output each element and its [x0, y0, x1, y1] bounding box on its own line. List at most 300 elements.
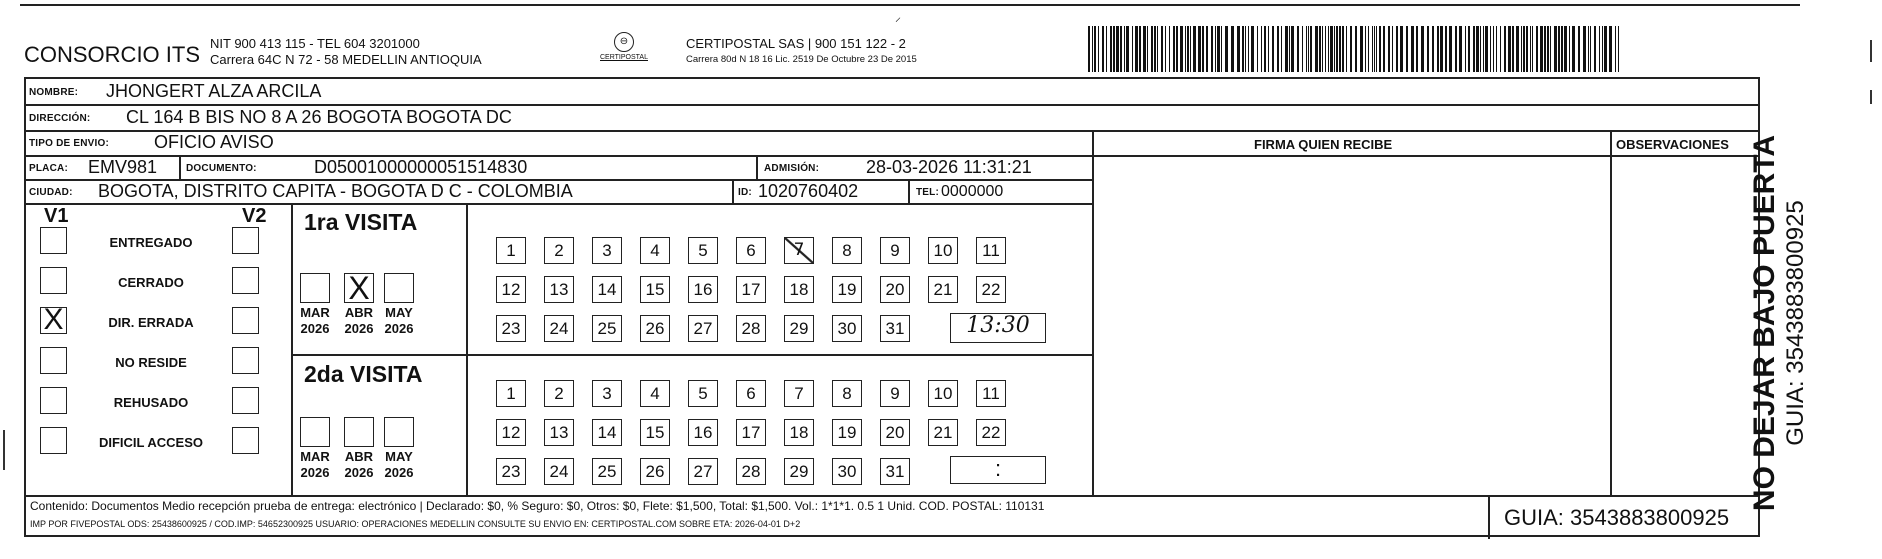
barcode-bar — [1120, 26, 1122, 72]
visit-divider — [291, 354, 1092, 356]
barcode-bar — [1157, 26, 1158, 72]
barcode-bar — [1268, 26, 1269, 72]
visit1-time[interactable]: 13:30 — [950, 313, 1046, 343]
barcode-bar — [1540, 26, 1543, 72]
barcode-bar — [1206, 26, 1208, 72]
v1-checkbox[interactable] — [40, 387, 67, 414]
month-checkbox[interactable] — [384, 273, 414, 303]
barcode-bar — [1599, 26, 1600, 72]
ciudad-label: CIUDAD: — [29, 187, 73, 198]
footer-divider — [26, 495, 1758, 497]
day-box[interactable]: 22 — [976, 276, 1006, 303]
day-box[interactable]: 28 — [736, 458, 766, 485]
v1-checkbox[interactable] — [40, 347, 67, 374]
row-divider — [26, 130, 1758, 132]
month-checkbox[interactable] — [300, 273, 330, 303]
day-box[interactable]: 10 — [928, 237, 958, 264]
barcode-bar — [1440, 26, 1443, 72]
barcode-bar — [1151, 26, 1153, 72]
barcode-bar — [1328, 26, 1329, 72]
day-box[interactable]: 5 — [688, 237, 718, 264]
barcode-bar — [1618, 26, 1619, 72]
edge-mark — [1870, 90, 1872, 104]
v2-checkbox[interactable] — [232, 427, 259, 454]
barcode-bar — [1459, 26, 1462, 72]
nombre-value: JHONGERT ALZA ARCILA — [106, 81, 322, 101]
visit1-title: 1ra VISITA — [304, 209, 418, 235]
barcode-bar — [1165, 26, 1166, 72]
day-box[interactable]: 2 — [544, 237, 574, 264]
month-year: 2026 — [300, 321, 330, 336]
barcode-bar — [1483, 26, 1484, 72]
day-box[interactable]: 11 — [976, 237, 1006, 264]
barcode-bar — [1508, 26, 1511, 72]
barcode-bar — [1476, 26, 1479, 72]
barcode-bar — [1190, 26, 1191, 72]
side-warning: NO DEJAR BAJO PUERTA — [1748, 134, 1781, 512]
barcode-bar — [1406, 26, 1408, 72]
barcode-bar — [1116, 26, 1119, 72]
day-box[interactable]: 21 — [928, 276, 958, 303]
day-box[interactable]: 30 — [832, 315, 862, 342]
barcode-bar — [1421, 26, 1424, 72]
barcode-bar — [1523, 26, 1525, 72]
documento-value: D05001000000051514830 — [314, 157, 528, 177]
day-box[interactable]: 20 — [880, 419, 910, 446]
barcode-bar — [1536, 26, 1538, 72]
status-option-label: NO RESIDE — [115, 355, 187, 370]
month-label — [339, 305, 379, 337]
barcode-bar — [1526, 26, 1528, 72]
col-divider — [291, 203, 293, 495]
barcode-bar — [1221, 26, 1222, 72]
day-box[interactable]: 13 — [544, 419, 574, 446]
barcode-bar — [1512, 26, 1514, 72]
status-option-label: CERRADO — [118, 275, 184, 290]
v2-checkbox[interactable] — [232, 267, 259, 294]
visit2-time[interactable]: : — [950, 456, 1046, 484]
barcode-bar — [1530, 26, 1531, 72]
v1-header: V1 — [44, 205, 69, 227]
barcode-bar — [1092, 26, 1093, 72]
nombre-label: NOMBRE: — [29, 87, 79, 98]
day-box[interactable]: 27 — [688, 315, 718, 342]
barcode-bar — [1383, 26, 1385, 72]
barcode-bar — [1310, 26, 1312, 72]
day-box[interactable]: 19 — [832, 419, 862, 446]
col-divider — [466, 203, 468, 495]
nit-line: NIT 900 413 115 - TEL 604 3201000 — [210, 36, 420, 51]
barcode-bar — [1480, 26, 1481, 72]
v1-checkbox[interactable] — [40, 227, 67, 254]
day-box[interactable]: 2 — [544, 380, 574, 407]
day-box[interactable]: 14 — [592, 419, 622, 446]
barcode-bar — [1126, 26, 1129, 72]
footer-contents: Contenido: Documentos Medio recepción prueba de entrega: electrónico | Declarado: $0, % Seguro: $0, Otros: $0, Flete: $1,500, Total: $1,500. Vol.: 1*1*1. 0.5 1 Unid. COD. POSTAL: 110131 — [30, 499, 1045, 513]
barcode-bar — [1388, 26, 1390, 72]
barcode-bar — [1285, 26, 1288, 72]
barcode-bar — [1302, 26, 1303, 72]
barcode-bar — [1315, 26, 1318, 72]
day-box[interactable]: 9 — [880, 380, 910, 407]
barcode-bar — [1609, 26, 1612, 72]
day-box[interactable]: 13 — [544, 276, 574, 303]
barcode-bar — [1521, 26, 1522, 72]
day-box[interactable]: 11 — [976, 380, 1006, 407]
status-option-label: REHUSADO — [113, 395, 189, 410]
day-box[interactable]: 18 — [784, 419, 814, 446]
barcode-bar — [1088, 26, 1090, 72]
barcode-bar — [1368, 26, 1369, 72]
month-year: 2026 — [344, 465, 374, 480]
barcode-bar — [1550, 26, 1551, 72]
carrier-info — [686, 36, 917, 68]
barcode-bar — [1602, 26, 1603, 72]
day-box[interactable]: 16 — [688, 276, 718, 303]
day-box[interactable]: 3 — [592, 380, 622, 407]
barcode-bar — [1132, 26, 1133, 72]
month-year: 2026 — [384, 321, 414, 336]
day-box[interactable]: 23 — [496, 315, 526, 342]
barcode-bar — [1322, 26, 1323, 72]
delivery-form — [24, 77, 1760, 537]
barcode-bar — [1594, 26, 1596, 72]
barcode-bar — [1590, 26, 1591, 72]
barcode-bar — [1432, 26, 1434, 72]
month-checkbox[interactable] — [300, 417, 330, 447]
day-box[interactable]: 15 — [640, 276, 670, 303]
barcode-bar — [1547, 26, 1549, 72]
barcode-bar — [1569, 26, 1570, 72]
barcode-bar — [1500, 26, 1501, 72]
direccion-label: DIRECCIÓN: — [29, 113, 91, 124]
month-name: MAR — [300, 305, 330, 320]
day-box[interactable]: 3 — [592, 237, 622, 264]
day-box[interactable]: 8 — [832, 237, 862, 264]
barcode-bar — [1561, 26, 1563, 72]
month-checkbox[interactable] — [344, 417, 374, 447]
month-year: 2026 — [344, 321, 374, 336]
day-box[interactable]: 12 — [496, 419, 526, 446]
day-box[interactable]: 26 — [640, 315, 670, 342]
col-divider — [1488, 495, 1490, 539]
col-divider — [756, 155, 758, 179]
day-box[interactable]: 30 — [832, 458, 862, 485]
barcode-bar — [1465, 26, 1466, 72]
top-border — [20, 4, 1800, 6]
v1-checkbox[interactable]: X — [40, 307, 67, 334]
day-box[interactable]: 16 — [688, 419, 718, 446]
barcode-bar — [1588, 26, 1589, 72]
footer-imp: IMP POR FIVEPOSTAL ODS: 25438600925 / COD.IMP: 54652300925 USUARIO: OPERACIONES MEDELLIN CONSULTE SU ENVIO EN: CERTIPOSTAL.COM SOBRE ETA: 2026-04-01 D+2 — [30, 519, 801, 529]
day-box[interactable]: 19 — [832, 276, 862, 303]
day-box[interactable]: 17 — [736, 276, 766, 303]
barcode-bar — [1346, 26, 1347, 72]
observaciones-label: OBSERVACIONES — [1616, 137, 1729, 152]
day-box[interactable]: 15 — [640, 419, 670, 446]
col-divider — [732, 179, 734, 203]
barcode-bar — [1281, 26, 1282, 72]
day-box[interactable]: 23 — [496, 458, 526, 485]
edge-mark — [1870, 40, 1872, 62]
barcode-bar — [1231, 26, 1234, 72]
barcode-bar — [1583, 26, 1586, 72]
month-name: MAY — [385, 305, 413, 320]
barcode-bar — [1289, 26, 1290, 72]
tel-value: 0000000 — [941, 183, 1004, 200]
barcode-bar — [1392, 26, 1393, 72]
barcode-bar — [1372, 26, 1373, 72]
barcode-bar — [1143, 26, 1146, 72]
barcode-bar — [1374, 26, 1375, 72]
status-option-label: DIR. ERRADA — [108, 315, 194, 330]
day-box[interactable]: 5 — [688, 380, 718, 407]
status-option-label: DIFICIL ACCESO — [98, 435, 203, 450]
month-name: ABR — [344, 305, 374, 320]
barcode-bar — [1135, 26, 1138, 72]
barcode-bar — [1154, 26, 1156, 72]
barcode-bar — [1185, 26, 1186, 72]
barcode-bar — [1336, 26, 1338, 72]
pen-mark: ⸝ — [895, 10, 902, 24]
barcode-bar — [1211, 26, 1213, 72]
barcode-bar — [1615, 26, 1616, 72]
day-box[interactable]: 24 — [544, 458, 574, 485]
day-box[interactable]: 31 — [880, 315, 910, 342]
day-box[interactable]: 29 — [784, 315, 814, 342]
barcode-bar — [1376, 26, 1377, 72]
brand-name: CONSORCIO ITS — [24, 42, 201, 67]
barcode-bar — [1110, 26, 1112, 72]
barcode-bar — [1400, 26, 1403, 72]
barcode-bar — [1198, 26, 1201, 72]
day-box[interactable]: 29 — [784, 458, 814, 485]
col-divider — [1610, 130, 1612, 495]
barcode-bar — [1098, 26, 1099, 72]
barcode-bar — [1350, 26, 1352, 72]
v1-checkbox[interactable] — [40, 427, 67, 454]
tel-label: TEL: — [916, 187, 940, 198]
v2-checkbox[interactable] — [232, 307, 259, 334]
day-box[interactable]: 12 — [496, 276, 526, 303]
barcode-bar — [1102, 26, 1104, 72]
barcode-bar — [1257, 26, 1258, 72]
day-box[interactable]: 20 — [880, 276, 910, 303]
month-checkbox[interactable] — [384, 417, 414, 447]
documento-label: DOCUMENTO: — [186, 163, 257, 174]
barcode-bar — [1427, 26, 1429, 72]
barcode-bar — [1225, 26, 1228, 72]
barcode-bar — [1245, 26, 1246, 72]
side-notice — [1748, 108, 1848, 538]
barcode-icon — [1088, 26, 1623, 72]
barcode-bar — [1251, 26, 1254, 72]
barcode-bar — [1544, 26, 1546, 72]
placa-label: PLACA: — [29, 163, 68, 174]
month-name: MAR — [300, 449, 330, 464]
barcode-bar — [1449, 26, 1452, 72]
barcode-bar — [1485, 26, 1488, 72]
barcode-bar — [1308, 26, 1309, 72]
status-option-label: ENTREGADO — [109, 235, 193, 250]
barcode-bar — [1473, 26, 1475, 72]
barcode-bar — [1342, 26, 1344, 72]
col-divider — [908, 179, 910, 203]
row-divider — [26, 203, 1092, 205]
month-label — [295, 449, 335, 481]
barcode-bar — [1291, 26, 1294, 72]
barcode-bar — [1242, 26, 1244, 72]
admision-value: 28-03-2026 11:31:21 — [866, 157, 1032, 177]
direccion-value: CL 164 B BIS NO 8 A 26 BOGOTA BOGOTA DC — [126, 107, 512, 127]
barcode-bar — [1554, 26, 1557, 72]
barcode-bar — [1330, 26, 1333, 72]
barcode-bar — [1334, 26, 1335, 72]
barcode-bar — [1113, 26, 1115, 72]
guia-number: GUIA: 3543883800925 — [1504, 505, 1730, 530]
month-label — [339, 449, 379, 481]
barcode-bar — [1365, 26, 1366, 72]
company-info — [210, 36, 482, 68]
barcode-bar — [1306, 26, 1307, 72]
day-box[interactable]: 18 — [784, 276, 814, 303]
day-box[interactable]: 1 — [496, 237, 526, 264]
day-box[interactable]: 26 — [640, 458, 670, 485]
day-box[interactable]: 25 — [592, 315, 622, 342]
barcode-bar — [1604, 26, 1607, 72]
barcode-bar — [1176, 26, 1178, 72]
day-box[interactable]: 28 — [736, 315, 766, 342]
barcode-bar — [1379, 26, 1381, 72]
ciudad-value: BOGOTA, DISTRITO CAPITA - BOGOTA D C - COLOMBIA — [98, 181, 573, 201]
day-box[interactable]: 4 — [640, 237, 670, 264]
barcode-bar — [1264, 26, 1266, 72]
tipo-value: OFICIO AVISO — [154, 132, 274, 152]
barcode-bar — [1564, 26, 1567, 72]
barcode-bar — [1416, 26, 1418, 72]
v2-checkbox[interactable] — [232, 347, 259, 374]
day-box[interactable]: 6 — [736, 237, 766, 264]
barcode-bar — [1572, 26, 1575, 72]
month-year: 2026 — [384, 465, 414, 480]
day-box[interactable]: 10 — [928, 380, 958, 407]
barcode-bar — [1468, 26, 1470, 72]
barcode-bar — [1496, 26, 1497, 72]
barcode-bar — [1445, 26, 1447, 72]
day-box[interactable]: 7 — [784, 237, 814, 264]
barcode-bar — [1504, 26, 1506, 72]
month-label — [295, 305, 335, 337]
barcode-bar — [1277, 26, 1279, 72]
barcode-bar — [1261, 26, 1262, 72]
barcode-bar — [1437, 26, 1439, 72]
v2-checkbox[interactable] — [232, 227, 259, 254]
day-box[interactable]: 6 — [736, 380, 766, 407]
barcode-bar — [1532, 26, 1533, 72]
admision-label: ADMISIÓN: — [764, 163, 820, 174]
barcode-bar — [1169, 26, 1170, 72]
barcode-bar — [1490, 26, 1491, 72]
id-value: 1020760402 — [758, 181, 859, 201]
day-box[interactable]: 24 — [544, 315, 574, 342]
barcode-bar — [1297, 26, 1299, 72]
day-box[interactable]: 8 — [832, 380, 862, 407]
side-guia: GUIA: 3543883800925 — [1782, 200, 1809, 446]
placa-value: EMV981 — [88, 157, 158, 177]
day-box[interactable]: 25 — [592, 458, 622, 485]
address-line: Carrera 64C N 72 - 58 MEDELLIN ANTIOQUIA — [210, 52, 482, 67]
firma-label: FIRMA QUIEN RECIBE — [1254, 137, 1393, 152]
day-box[interactable]: 9 — [880, 237, 910, 264]
barcode-bar — [1187, 26, 1189, 72]
day-box[interactable]: 17 — [736, 419, 766, 446]
barcode-bar — [1272, 26, 1274, 72]
carrier-logo-icon: ⊖ CERTIPOSTAL — [600, 32, 648, 66]
barcode-bar — [1493, 26, 1494, 72]
barcode-bar — [1319, 26, 1321, 72]
carrier-license: Carrera 80d N 18 16 Lic. 2519 De Octubre 23 De 2015 — [686, 54, 917, 65]
col-divider — [179, 155, 181, 179]
v1-checkbox[interactable] — [40, 267, 67, 294]
month-name: ABR — [344, 449, 374, 464]
barcode-bar — [1161, 26, 1163, 72]
month-label — [379, 305, 419, 337]
col-divider — [1092, 130, 1094, 495]
month-year: 2026 — [300, 465, 330, 480]
month-name: MAY — [385, 449, 413, 464]
barcode-bar — [1516, 26, 1519, 72]
barcode-bar — [1180, 26, 1183, 72]
barcode-bar — [1173, 26, 1175, 72]
barcode-bar — [1202, 26, 1204, 72]
v2-header: V2 — [242, 205, 267, 227]
barcode-bar — [1455, 26, 1457, 72]
barcode-bar — [1325, 26, 1326, 72]
barcode-bar — [1237, 26, 1240, 72]
barcode-bar — [1094, 26, 1096, 72]
barcode-bar — [1396, 26, 1398, 72]
visit2-title: 2da VISITA — [304, 361, 423, 387]
barcode-bar — [1360, 26, 1363, 72]
month-checkbox[interactable]: X — [344, 273, 374, 303]
carrier-line: CERTIPOSTAL SAS | 900 151 122 - 2 — [686, 36, 906, 51]
day-box[interactable]: 1 — [496, 380, 526, 407]
day-box[interactable]: 27 — [688, 458, 718, 485]
barcode-bar — [1193, 26, 1196, 72]
barcode-bar — [1106, 26, 1107, 72]
barcode-bar — [1578, 26, 1580, 72]
day-box[interactable]: 22 — [976, 419, 1006, 446]
barcode-bar — [1411, 26, 1414, 72]
row-divider — [26, 104, 1758, 106]
day-box[interactable]: 14 — [592, 276, 622, 303]
day-box[interactable]: 21 — [928, 419, 958, 446]
month-label — [379, 449, 419, 481]
barcode-bar — [1124, 26, 1125, 72]
day-box[interactable]: 4 — [640, 380, 670, 407]
barcode-bar — [1215, 26, 1216, 72]
barcode-bar — [1355, 26, 1357, 72]
id-label: ID: — [738, 187, 752, 198]
barcode-bar — [1339, 26, 1341, 72]
day-box[interactable]: 31 — [880, 458, 910, 485]
row-divider — [1092, 155, 1758, 157]
v2-checkbox[interactable] — [232, 387, 259, 414]
edge-mark — [3, 430, 5, 470]
tipo-label: TIPO DE ENVIO: — [29, 138, 110, 149]
barcode-bar — [1139, 26, 1141, 72]
day-box[interactable]: 7 — [784, 380, 814, 407]
